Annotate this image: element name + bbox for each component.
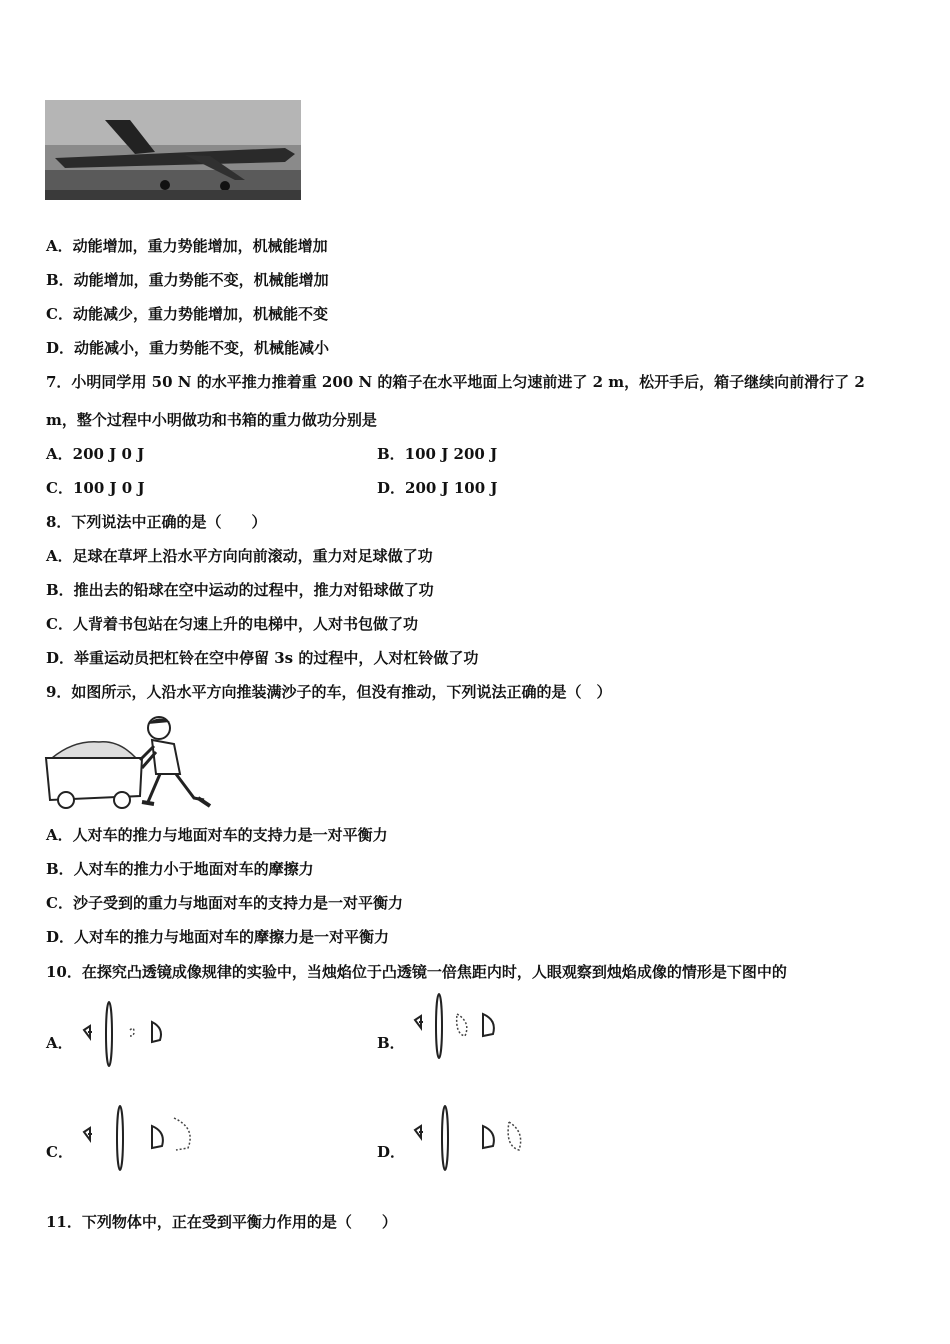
q8-option-d: D．举重运动员把杠铃在空中停留 3s 的过程中，人对杠铃做了功	[46, 649, 479, 667]
q7-option-c: C．100 J 0 J	[46, 479, 145, 497]
q9-option-d: D．人对车的推力与地面对车的摩擦力是一对平衡力	[46, 928, 390, 946]
q8-option-a: A．足球在草坪上沿水平方向向前滚动，重力对足球做了功	[46, 547, 433, 565]
q11-stem: 11．下列物体中，正在受到平衡力作用的是（ ）	[46, 1213, 397, 1231]
q9-option-b: B．人对车的推力小于地面对车的摩擦力	[46, 860, 314, 878]
airplane-photo	[45, 100, 301, 200]
q7-stem-line2: m，整个过程中小明做功和书箱的重力做功分别是	[46, 411, 377, 429]
lens-diagram-d	[409, 1102, 529, 1174]
q10-label-d: D．	[377, 1143, 406, 1161]
lens-diagram-b	[409, 992, 509, 1064]
q7-option-d: D．200 J 100 J	[377, 479, 498, 497]
q10-stem: 10．在探究凸透镜成像规律的实验中，当烛焰位于凸透镜一倍焦距内时，人眼观察到烛焰成像的情形是下图中的	[46, 963, 787, 981]
q10-label-c: C．	[46, 1143, 73, 1161]
q9-option-a: A．人对车的推力与地面对车的支持力是一对平衡力	[46, 826, 388, 844]
q6-option-d: D．动能减小，重力势能不变，机械能减小	[46, 339, 330, 357]
q7-option-b: B．100 J 200 J	[377, 445, 498, 463]
q8-option-c: C．人背着书包站在匀速上升的电梯中，人对书包做了功	[46, 615, 418, 633]
q9-stem: 9．如图所示，人沿水平方向推装满沙子的车，但没有推动，下列说法正确的是（ ）	[46, 683, 612, 701]
q10-label-a: A．	[46, 1034, 73, 1052]
q6-option-a: A．动能增加，重力势能增加，机械能增加	[46, 237, 328, 255]
q6-option-c: C．动能减少，重力势能增加，机械能不变	[46, 305, 328, 323]
q8-option-b: B．推出去的铅球在空中运动的过程中，推力对铅球做了功	[46, 581, 434, 599]
cart-pushing-figure	[44, 712, 216, 812]
q6-option-b: B．动能增加，重力势能不变，机械能增加	[46, 271, 329, 289]
q8-stem: 8．下列说法中正确的是（ ）	[46, 513, 267, 531]
q7-stem-line1: 7．小明同学用 50 N 的水平推力推着重 200 N 的箱子在水平地面上匀速前进了 2 m，松开手后，箱子继续向前滑行了 2	[46, 373, 865, 391]
q10-label-b: B．	[377, 1034, 405, 1052]
q9-option-c: C．沙子受到的重力与地面对车的支持力是一对平衡力	[46, 894, 403, 912]
q7-option-a: A．200 J 0 J	[46, 445, 145, 463]
lens-diagram-a	[78, 1000, 178, 1072]
lens-diagram-c	[78, 1102, 198, 1174]
